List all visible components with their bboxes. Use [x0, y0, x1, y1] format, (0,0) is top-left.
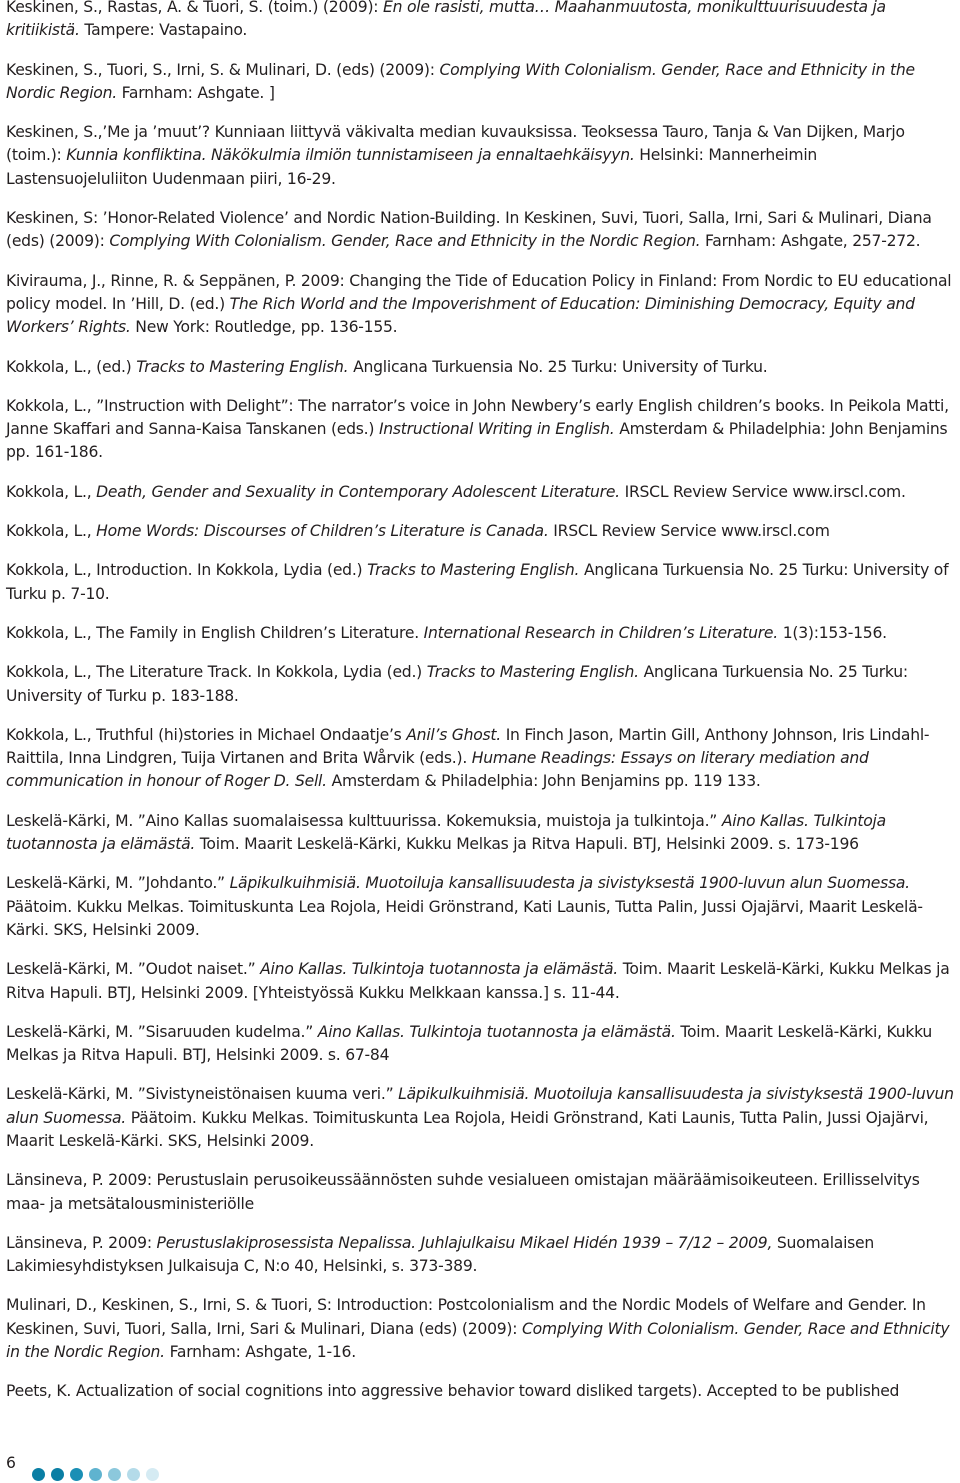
reference-title: Kunnia konfliktina. Näkökulmia ilmiön tunnistamiseen ja ennaltaehkäisyyn. — [66, 146, 635, 165]
reference-text: Kokkola, L., The Family in English Children’s Literature. — [6, 623, 424, 642]
reference-text: Keskinen, S., Rastas, A. & Tuori, S. (toim.) (2009): — [6, 0, 383, 16]
reference-text: Leskelä-Kärki, M. ”Sivistyneistönaisen kuuma veri.” — [6, 1085, 399, 1104]
reference-title: Aino Kallas. Tulkintoja tuotannosta ja elämästä. — [260, 960, 618, 979]
decorative-dot — [70, 1468, 83, 1481]
reference-text: Amsterdam & Philadelphia: John Benjamins pp. 161-186. — [6, 420, 948, 462]
reference-title: Perustuslakiprosessista Nepalissa. Juhlajulkaisu Mikael Hidén 1939 – 7/12 – 2009, — [156, 1233, 773, 1252]
reference-text: Anglicana Turkuensia No. 25 Turku: University of Turku p. 7-10. — [6, 561, 949, 603]
reference-title: Instructional Writing in English. — [378, 420, 615, 439]
reference-text: Leskelä-Kärki, M. ”Oudot naiset.” — [6, 960, 261, 979]
reference-entry — [6, 1380, 958, 1403]
reference-text: Helsinki: Mannerheimin Lastensuojeluliiton Uudenmaan piiri, 16-29. — [6, 146, 818, 188]
reference-text: Toim. Maarit Leskelä-Kärki, Kukku Melkas ja Ritva Hapuli. BTJ, Helsinki 2009. s. 67-84 — [6, 1022, 933, 1065]
reference-text: Keskinen, S., Tuori, S., Irni, S. & Mulinari, D. (eds) (2009): — [6, 60, 440, 79]
decorative-dots — [32, 1468, 159, 1481]
reference-title: Tracks to Mastering English. — [367, 561, 580, 580]
reference-text: Kokkola, L., Introduction. In Kokkola, Lydia (ed.) — [6, 561, 368, 580]
reference-text: Kokkola, L., (ed.) — [6, 357, 137, 376]
reference-title: Läpikulkuihmisiä. Muotoiluja kansallisuudesta ja sivistyksestä 1900-luvun alun Suomessa. — [229, 874, 910, 893]
reference-entry — [6, 356, 958, 379]
reference-text: In Finch Jason, Martin Gill, Anthony Johnson, Iris Lindahl-Raittila, Inna Lindgren, Tuija Virtanen and Brita Wårvik (eds.). — [6, 725, 930, 768]
reference-text: Länsineva, P. 2009: Perustuslain perusoikeussäännösten suhde vesialueen omistajan määräämisoikeuteen. Erillisselvitys maa- ja metsätalousministeriölle — [6, 1171, 920, 1213]
reference-title: International Research in Children’s Literature. — [423, 623, 778, 642]
reference-entry — [6, 207, 958, 254]
page-footer — [0, 1443, 960, 1483]
reference-text: Päätoim. Kukku Melkas. Toimituskunta Lea Rojola, Heidi Grönstrand, Kati Launis, Tutta Palin, Jussi Ojajärvi, Maarit Leskelä-Kärki. SKS, Helsinki 2009. — [6, 1108, 929, 1150]
reference-text: IRSCL Review Service www.irscl.com — [548, 522, 830, 541]
reference-text: Tampere: Vastapaino. — [79, 21, 248, 40]
reference-text: Leskelä-Kärki, M. ”Aino Kallas suomalaisessa kulttuurissa. Kokemuksia, muistoja ja tulkintoja.” — [6, 811, 722, 830]
reference-text: Keskinen, S: ’Honor-Related Violence’ and Nordic Nation-Building. In Keskinen, Suvi, Tuori, Salla, Irni, Sari & Mulinari, Diana (eds) (2009): — [6, 209, 932, 251]
reference-text: Farnham: Ashgate, 1-16. — [164, 1343, 356, 1362]
reference-entry — [6, 1083, 958, 1153]
reference-title: The Rich World and the Impoverishment of Education: Diminishing Democracy, Equity and Workers’ Rights. — [6, 294, 915, 337]
reference-title: Tracks to Mastering English. — [136, 357, 349, 376]
reference-text: Mulinari, D., Keskinen, S., Irni, S. & Tuori, S: Introduction: Postcolonialism and the Nordic Models of Welfare and Gender. In Keskinen, Suvi, Tuori, Salla, Irni, Sari & Mulinari, Diana (eds) (2009): — [6, 1296, 926, 1338]
reference-text: Farnham: Ashgate, 257-272. — [700, 232, 921, 251]
reference-text: New York: Routledge, pp. 136-155. — [130, 318, 398, 337]
reference-title: Home Words: Discourses of Children’s Literature is Canada. — [96, 522, 549, 541]
reference-entry — [6, 1232, 958, 1279]
reference-text: IRSCL Review Service www.irscl.com. — [619, 482, 906, 501]
reference-entry — [6, 1294, 958, 1364]
reference-text: Kokkola, L., — [6, 522, 97, 541]
reference-text: Leskelä-Kärki, M. ”Sisaruuden kudelma.” — [6, 1022, 318, 1041]
reference-text: Peets, K. Actualization of social cognitions into aggressive behavior toward disliked targets). Accepted to be published — [6, 1382, 900, 1401]
decorative-dot — [146, 1468, 159, 1481]
reference-text: Länsineva, P. 2009: — [6, 1233, 157, 1252]
reference-text: Suomalaisen Lakimiesyhdistyksen Julkaisuja C, N:o 40, Helsinki, s. 373-389. — [6, 1233, 875, 1276]
reference-title: En ole rasisti, mutta… Maahanmuutosta, monikulttuurisuudesta ja kritiikistä. — [6, 0, 886, 40]
reference-text: Kokkola, L., Truthful (hi)stories in Michael Ondaatje’s — [6, 725, 407, 744]
reference-entry — [6, 270, 958, 340]
reference-entry — [6, 121, 958, 191]
reference-entry — [6, 1169, 958, 1216]
reference-text: Kokkola, L., — [6, 482, 97, 501]
reference-text: Amsterdam & Philadelphia: John Benjamins pp. 119 133. — [326, 772, 761, 791]
reference-text: Toim. Maarit Leskelä-Kärki, Kukku Melkas ja Ritva Hapuli. BTJ, Helsinki 2009. s. 173-196 — [195, 835, 859, 854]
reference-title: Humane Readings: Essays on literary mediation and communication in honour of Roger D. Sell. — [6, 749, 869, 791]
reference-entry — [6, 1021, 958, 1068]
reference-text: Toim. Maarit Leskelä-Kärki, Kukku Melkas ja Ritva Hapuli. BTJ, Helsinki 2009. [Yhteistyössä Kukku Melkkaan kanssa.] s. 11-44. — [6, 960, 950, 1002]
page-number: 6 — [6, 1454, 16, 1472]
reference-entry — [6, 622, 958, 645]
reference-title: Läpikulkuihmisiä. Muotoiluja kansallisuudesta ja sivistyksestä 1900-luvun alun Suomessa. — [6, 1085, 954, 1127]
reference-text: Kokkola, L., ”Instruction with Delight”: The narrator’s voice in John Newbery’s early English children’s books. In Peikola Matti, Janne Skaffari and Sanna-Kaisa Tanskanen (eds.) — [6, 396, 949, 439]
reference-title: Death, Gender and Sexuality in Contemporary Adolescent Literature. — [96, 482, 620, 501]
decorative-dot — [108, 1468, 121, 1481]
reference-entry — [6, 559, 958, 606]
reference-title: Complying With Colonialism. Gender, Race and Ethnicity in the Nordic Region. — [6, 1319, 950, 1362]
reference-entry — [6, 810, 958, 857]
reference-entry — [6, 958, 958, 1005]
reference-entry — [6, 59, 958, 106]
reference-text: 1(3):153-156. — [777, 623, 887, 642]
reference-title: Complying With Colonialism. Gender, Race and Ethnicity in the Nordic Region. — [109, 232, 701, 251]
reference-title: Tracks to Mastering English. — [426, 663, 639, 682]
reference-text: Leskelä-Kärki, M. ”Johdanto.” — [6, 874, 230, 893]
reference-entry — [6, 724, 958, 794]
reference-text: Farnham: Ashgate. ] — [116, 83, 275, 102]
decorative-dot — [127, 1468, 140, 1481]
reference-entry — [6, 395, 958, 465]
reference-text: Kivirauma, J., Rinne, R. & Seppänen, P. 2009: Changing the Tide of Education Policy in Finland: From Nordic to EU educational policy model. In ’Hill, D. (ed.) — [6, 271, 952, 313]
reference-text: Keskinen, S.,’Me ja ’muut’? Kunniaan liittyvä väkivalta median kuvauksissa. Teoksessa Tauro, Tanja & Van Dijken, Marjo (toim.): — [6, 123, 905, 165]
reference-entry — [6, 481, 958, 504]
reference-entry — [6, 661, 958, 708]
reference-list — [6, 0, 958, 1420]
decorative-dot — [89, 1468, 102, 1481]
reference-text: Anglicana Turkuensia No. 25 Turku: University of Turku p. 183-188. — [6, 663, 908, 705]
reference-entry — [6, 872, 958, 942]
reference-entry — [6, 520, 958, 543]
reference-title: Complying With Colonialism. Gender, Race and Ethnicity in the Nordic Region. — [6, 60, 915, 102]
reference-title: Anil’s Ghost. — [406, 725, 501, 744]
reference-text: Päätoim. Kukku Melkas. Toimituskunta Lea Rojola, Heidi Grönstrand, Kati Launis, Tutta Palin, Jussi Ojajärvi, Maarit Leskelä-Kärki. SKS, Helsinki 2009. — [6, 897, 923, 939]
reference-text: Anglicana Turkuensia No. 25 Turku: University of Turku. — [348, 357, 768, 376]
reference-title: Aino Kallas. Tulkintoja tuotannosta ja elämästä. — [6, 811, 886, 854]
reference-text: Kokkola, L., The Literature Track. In Kokkola, Lydia (ed.) — [6, 663, 427, 682]
reference-entry — [6, 0, 958, 43]
reference-title: Aino Kallas. Tulkintoja tuotannosta ja elämästä. — [317, 1022, 676, 1041]
decorative-dot — [32, 1468, 45, 1481]
decorative-dot — [51, 1468, 64, 1481]
